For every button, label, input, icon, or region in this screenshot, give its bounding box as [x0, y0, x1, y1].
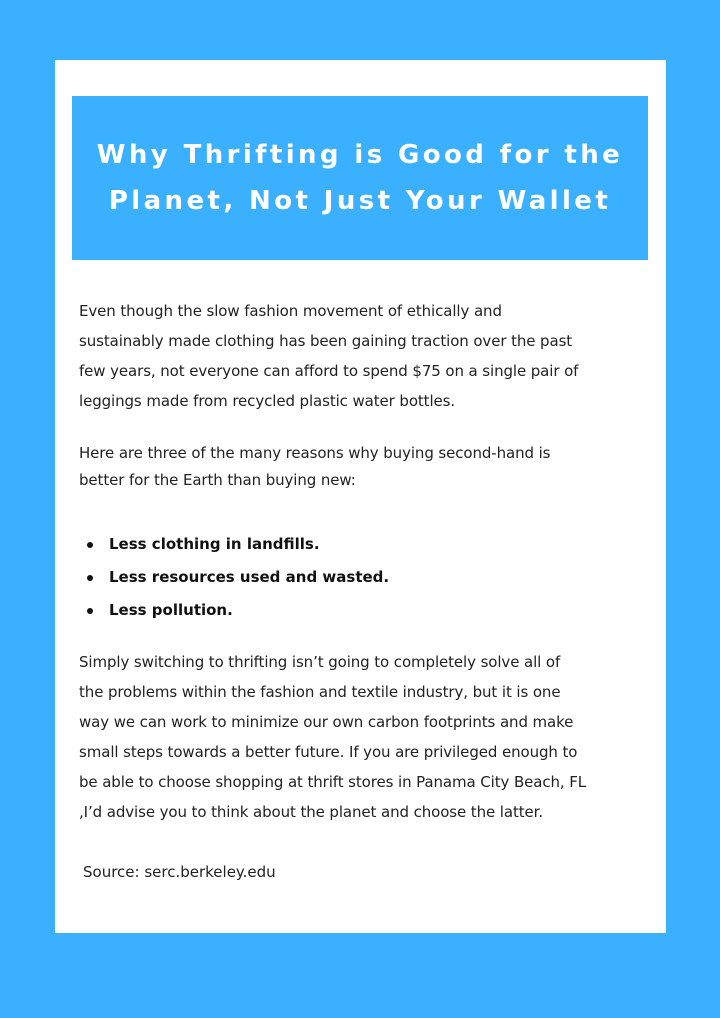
intro-line: sustainably made clothing has been gaining traction over the past: [79, 332, 573, 350]
conclusion-line: Simply switching to thrifting isn’t going to completely solve all of: [79, 653, 561, 671]
title-line-1: Why Thrifting is Good for the: [96, 140, 624, 170]
reasons-intro-paragraph: [79, 440, 654, 494]
list-item: [87, 528, 389, 561]
reasons-intro-line: Here are three of the many reasons why buying second-hand is: [79, 444, 551, 462]
reason-text: Less pollution.: [109, 601, 233, 619]
bullet-icon: [87, 542, 93, 548]
conclusion-line: ,I’d advise you to think about the planet and choose the latter.: [79, 803, 543, 821]
title-banner: [72, 96, 648, 260]
bullet-icon: [87, 575, 93, 581]
conclusion-line: be able to choose shopping at thrift stores in Panama City Beach, FL: [79, 773, 587, 791]
title-line-2: Planet, Not Just Your Wallet: [108, 186, 612, 216]
conclusion-line: the problems within the fashion and textile industry, but it is one: [79, 683, 561, 701]
intro-line: few years, not everyone can afford to spend $75 on a single pair of: [79, 362, 579, 380]
intro-line: Even though the slow fashion movement of ethically and: [79, 302, 502, 320]
conclusion-line: small steps towards a better future. If you are privileged enough to: [79, 743, 578, 761]
reason-text: Less clothing in landfills.: [109, 535, 320, 553]
reason-text: Less resources used and wasted.: [109, 568, 390, 586]
article-card: [55, 60, 666, 933]
conclusion-line: way we can work to minimize our own carbon footprints and make: [79, 713, 574, 731]
list-item: [87, 561, 389, 594]
intro-paragraph: [79, 296, 654, 416]
intro-line: leggings made from recycled plastic water bottles.: [79, 392, 456, 410]
list-item: [87, 594, 389, 627]
reasons-intro-line: better for the Earth than buying new:: [79, 471, 356, 489]
source-citation: Source: serc.berkeley.edu: [83, 863, 276, 881]
page-title: [80, 132, 640, 224]
reasons-list: [87, 528, 389, 627]
conclusion-paragraph: [79, 647, 654, 827]
bullet-icon: [87, 608, 93, 614]
